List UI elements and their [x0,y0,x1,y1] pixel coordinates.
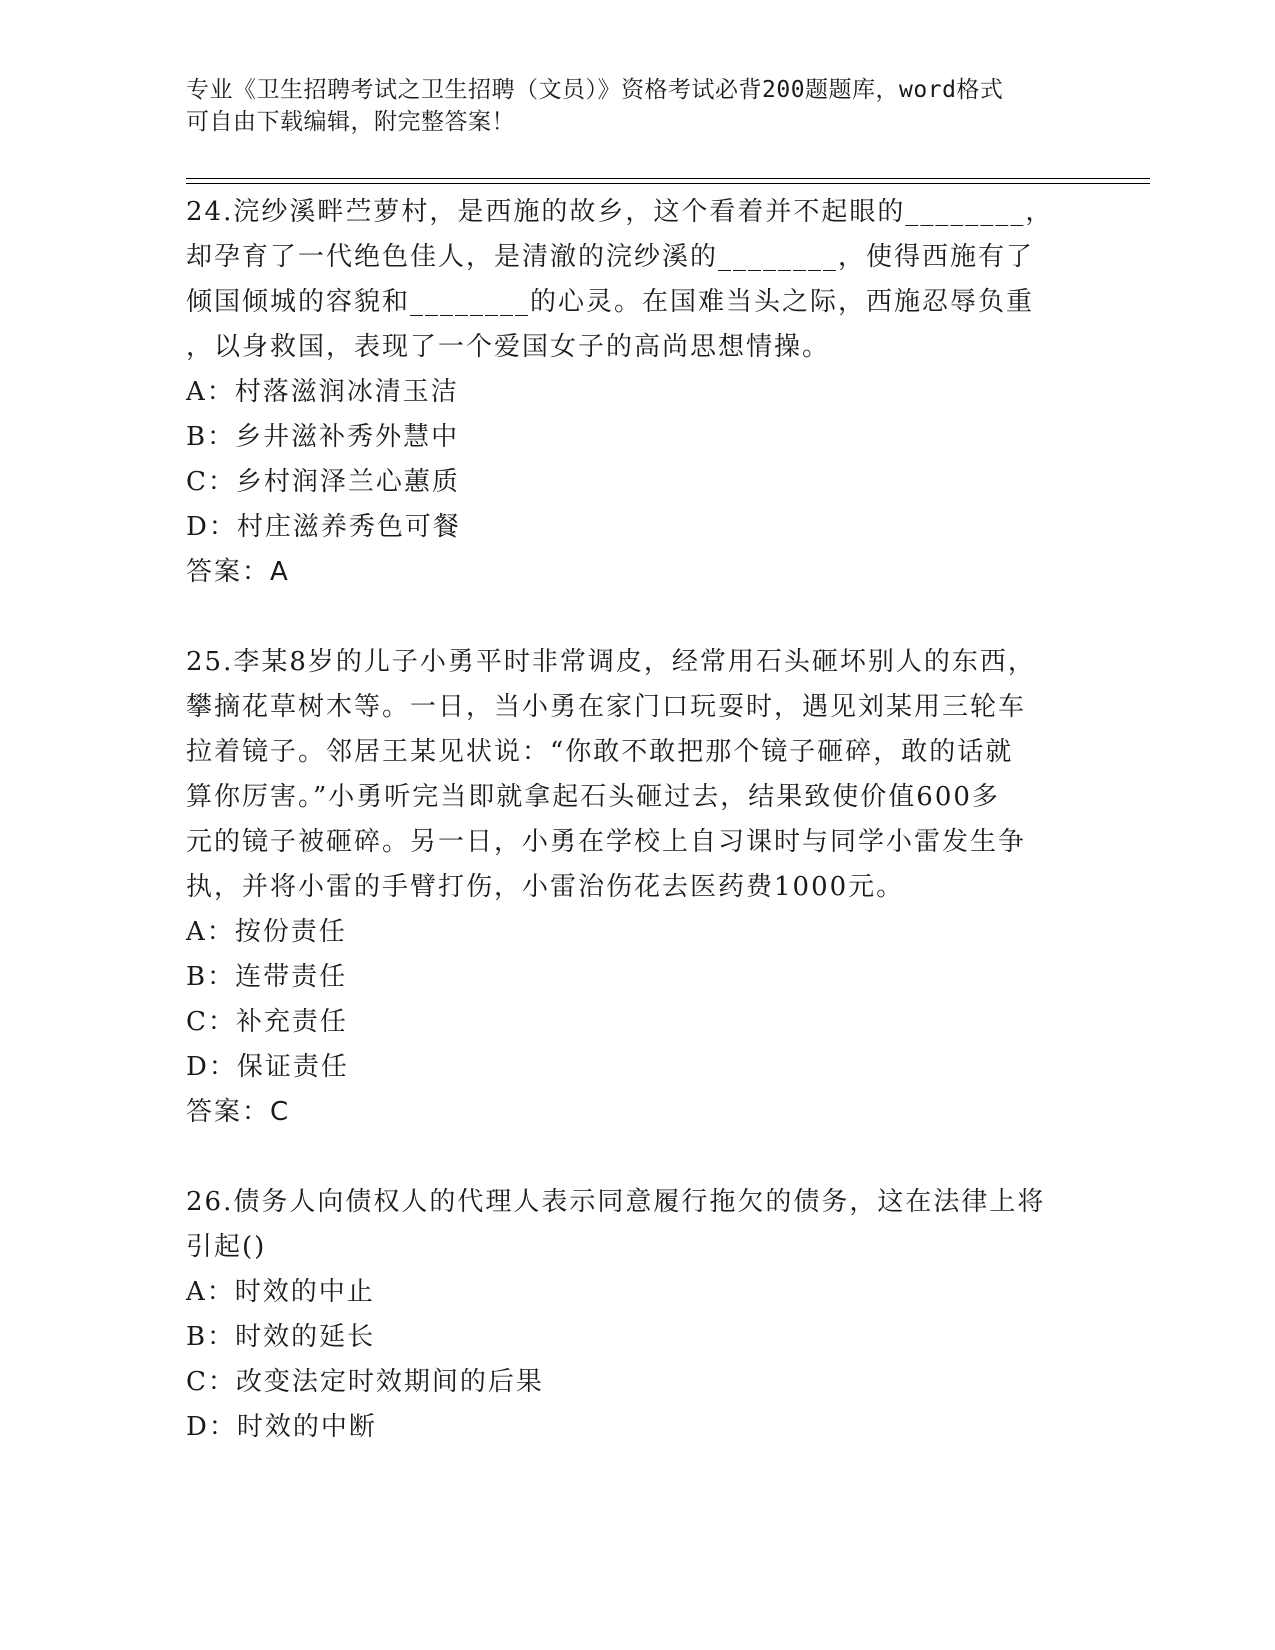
question-25 [186,640,1086,1135]
option-b: B：时效的延长 [186,1322,376,1352]
question-stem-line: 引起() [186,1232,267,1262]
question-stem-line: 攀摘花草树木等。一日，当小勇在家门口玩耍时，遇见刘某用三轮车 [186,692,1027,722]
header-rule-bottom [186,183,1150,184]
question-stem-line: 执，并将小雷的手臂打伤，小雷治伤花去医药费1000元。 [186,872,905,902]
question-stem-line: 26.债务人向债权人的代理人表示同意履行拖欠的债务，这在法律上将 [186,1187,1046,1217]
question-stem-line: 24.浣纱溪畔苎萝村，是西施的故乡，这个看着并不起眼的________， [186,197,1054,227]
header-line-1: 专业《卫生招聘考试之卫生招聘（文员）》资格考试必背200题题库，word格式 [186,77,1004,103]
answer-line: 答案：A [186,557,290,587]
header-line-2: 可自由下载编辑，附完整答案！ [186,109,515,135]
option-d: D：时效的中断 [186,1412,377,1442]
question-stem-line: 算你厉害。”小勇听完当即就拿起石头砸过去，结果致使价值600多 [186,782,1000,812]
option-b: B：连带责任 [186,962,348,992]
option-a: A：按份责任 [186,917,347,947]
question-stem-line: 25.李某8岁的儿子小勇平时非常调皮，经常用石头砸坏别人的东西， [186,647,1036,677]
question-stem-line: 元的镜子被砸碎。另一日，小勇在学校上自习课时与同学小雷发生争 [186,827,1027,857]
option-a: A：村落滋润冰清玉洁 [186,377,459,407]
option-d: D：村庄滋养秀色可餐 [186,512,461,542]
option-a: A：时效的中止 [186,1277,375,1307]
header-rule-top [186,178,1150,179]
question-24 [186,190,1086,595]
question-stem-line: 拉着镜子。邻居王某见状说：“你敢不敢把那个镜子砸碎，敢的话就 [186,737,1014,767]
document-header [186,74,1086,138]
option-c: C：改变法定时效期间的后果 [186,1367,544,1397]
question-list [186,190,1086,1450]
question-stem-line: 却孕育了一代绝色佳人，是清澈的浣纱溪的________，使得西施有了 [186,242,1035,272]
option-d: D：保证责任 [186,1052,349,1082]
question-spacer [186,1135,1086,1180]
question-spacer [186,595,1086,640]
question-stem-line: ，以身救国，表现了一个爱国女子的高尚思想情操。 [186,332,831,362]
question-stem-line: 倾国倾城的容貌和________的心灵。在国难当头之际，西施忍辱负重 [186,287,1035,317]
question-26 [186,1180,1086,1450]
option-c: C：补充责任 [186,1007,348,1037]
answer-line: 答案：C [186,1097,291,1127]
option-c: C：乡村润泽兰心蕙质 [186,467,460,497]
option-b: B：乡井滋补秀外慧中 [186,422,460,452]
